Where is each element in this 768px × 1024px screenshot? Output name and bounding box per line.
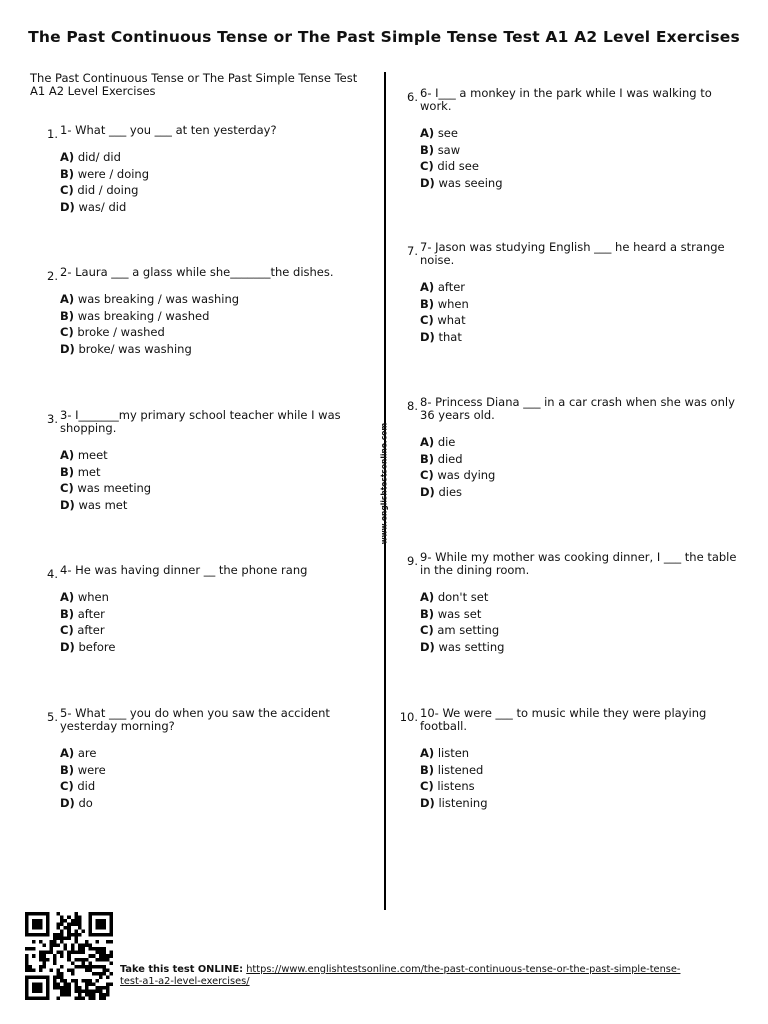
- option-text: was breaking / was washing: [77, 292, 240, 306]
- option-letter: C): [60, 183, 74, 197]
- option-text: died: [437, 451, 463, 466]
- option-letter: D): [420, 484, 435, 499]
- question-text: 1- What ___ you ___ at ten yesterday?: [60, 123, 277, 137]
- option-d[interactable]: [60, 795, 380, 812]
- option-b[interactable]: [60, 762, 380, 779]
- option-d[interactable]: [420, 175, 740, 192]
- option-letter: D): [60, 639, 75, 654]
- question-number: 1.: [47, 127, 58, 141]
- option-letter: D): [420, 175, 435, 190]
- option-b[interactable]: [420, 142, 740, 159]
- question-10: [399, 706, 740, 811]
- option-c[interactable]: [60, 622, 380, 639]
- option-c[interactable]: [420, 312, 740, 329]
- option-text: am setting: [437, 623, 500, 637]
- qr-code-icon[interactable]: [25, 912, 113, 1000]
- option-text: after: [77, 606, 105, 621]
- option-text: broke / washed: [77, 325, 165, 339]
- option-d[interactable]: [420, 639, 740, 656]
- option-a[interactable]: [420, 434, 740, 451]
- option-c[interactable]: [420, 158, 740, 175]
- option-letter: B): [420, 142, 435, 157]
- question-text: 9- While my mother was cooking dinner, I ___ the table in the dining room.: [420, 550, 737, 577]
- question-number: 3.: [47, 412, 58, 426]
- option-letter: D): [420, 329, 435, 344]
- option-a[interactable]: [60, 149, 380, 166]
- option-letter: A): [60, 590, 75, 604]
- option-d[interactable]: [60, 199, 380, 216]
- option-text: did / doing: [77, 183, 139, 197]
- option-text: was dying: [437, 468, 496, 482]
- option-letter: B): [60, 166, 75, 181]
- option-text: after: [437, 280, 466, 294]
- option-text: before: [78, 639, 116, 654]
- question-4: [47, 563, 380, 655]
- option-text: did/ did: [77, 150, 121, 164]
- question-number: 7.: [407, 244, 418, 258]
- option-d[interactable]: [420, 484, 740, 501]
- question-number: 10.: [399, 710, 418, 724]
- option-a[interactable]: [60, 447, 380, 464]
- option-letter: B): [60, 308, 75, 323]
- question-3: [47, 408, 380, 513]
- option-letter: D): [420, 639, 435, 654]
- option-letter: B): [60, 464, 75, 479]
- option-letter: C): [420, 313, 434, 327]
- question-6: [407, 86, 740, 191]
- option-text: saw: [437, 142, 461, 157]
- question-text: 5- What ___ you do when you saw the accident yesterday morning?: [60, 706, 330, 733]
- option-text: listened: [437, 762, 484, 777]
- option-c[interactable]: [60, 182, 380, 199]
- option-letter: C): [420, 159, 434, 173]
- option-text: was set: [437, 606, 482, 621]
- question-7: [407, 240, 740, 345]
- option-letter: A): [420, 746, 435, 760]
- option-b[interactable]: [60, 464, 380, 481]
- option-letter: A): [420, 590, 435, 604]
- option-letter: C): [60, 481, 74, 495]
- option-a[interactable]: [60, 589, 380, 606]
- option-text: were / doing: [77, 166, 150, 181]
- option-text: was setting: [438, 639, 505, 654]
- option-d[interactable]: [60, 497, 380, 514]
- option-letter: C): [60, 325, 74, 339]
- option-text: did see: [437, 159, 479, 173]
- option-letter: D): [420, 795, 435, 810]
- option-letter: A): [420, 126, 435, 140]
- option-letter: C): [60, 779, 74, 793]
- option-c[interactable]: [60, 480, 380, 497]
- option-text: listens: [437, 779, 475, 793]
- option-d[interactable]: [420, 329, 740, 346]
- question-text: 6- I___ a monkey in the park while I was walking to work.: [420, 86, 712, 113]
- option-letter: A): [60, 448, 75, 462]
- question-number: 8.: [407, 399, 418, 413]
- page-title: The Past Continuous Tense or The Past Simple Tense Test A1 A2 Level Exercises: [28, 28, 740, 46]
- option-d[interactable]: [60, 341, 380, 358]
- option-letter: D): [60, 795, 75, 810]
- option-d[interactable]: [60, 639, 380, 656]
- intro-text: The Past Continuous Tense or The Past Simple Tense Test A1 A2 Level Exercises: [30, 71, 358, 98]
- question-number: 9.: [407, 554, 418, 568]
- side-watermark-text: www.englishtestsonline.com: [379, 422, 389, 545]
- option-text: when: [437, 296, 469, 311]
- option-text: listening: [438, 795, 488, 810]
- option-letter: A): [420, 280, 435, 294]
- option-letter: A): [60, 746, 75, 760]
- question-number: 6.: [407, 90, 418, 104]
- option-text: met: [77, 464, 101, 479]
- option-text: what: [437, 313, 466, 327]
- option-text: did: [77, 779, 96, 793]
- option-letter: B): [420, 762, 435, 777]
- option-letter: B): [60, 606, 75, 621]
- question-9: [407, 550, 740, 655]
- option-b[interactable]: [420, 762, 740, 779]
- option-letter: A): [60, 292, 75, 306]
- question-text: 10- We were ___ to music while they were playing football.: [420, 706, 707, 733]
- question-2: [47, 265, 380, 357]
- option-d[interactable]: [420, 795, 740, 812]
- question-number: 4.: [47, 567, 58, 581]
- footer: [120, 964, 690, 988]
- option-c[interactable]: [420, 467, 740, 484]
- option-text: meet: [77, 448, 108, 462]
- option-text: listen: [437, 746, 470, 760]
- option-text: see: [437, 126, 458, 140]
- option-a[interactable]: [420, 745, 740, 762]
- question-text: 8- Princess Diana ___ in a car crash when she was only 36 years old.: [420, 395, 735, 422]
- option-letter: C): [60, 623, 74, 637]
- option-a[interactable]: [420, 279, 740, 296]
- option-text: don't set: [437, 590, 489, 604]
- option-text: was seeing: [438, 175, 503, 190]
- question-number: 2.: [47, 269, 58, 283]
- question-text: 2- Laura ___ a glass while she_______the dishes.: [60, 265, 334, 279]
- footer-label: Take this test ONLINE:: [120, 964, 244, 975]
- option-letter: C): [420, 779, 434, 793]
- option-b[interactable]: [420, 451, 740, 468]
- option-letter: D): [60, 497, 75, 512]
- option-text: are: [77, 746, 97, 760]
- option-letter: A): [60, 150, 75, 164]
- option-letter: D): [60, 341, 75, 356]
- option-a[interactable]: [60, 291, 380, 308]
- option-b[interactable]: [60, 166, 380, 183]
- question-number: 5.: [47, 710, 58, 724]
- option-letter: C): [420, 468, 434, 482]
- question-8: [407, 395, 740, 500]
- option-text: do: [78, 795, 93, 810]
- option-b[interactable]: [420, 296, 740, 313]
- option-text: after: [77, 623, 105, 637]
- option-b[interactable]: [60, 308, 380, 325]
- option-text: that: [438, 329, 462, 344]
- option-text: broke/ was washing: [78, 341, 192, 356]
- option-b[interactable]: [60, 606, 380, 623]
- option-letter: A): [420, 435, 435, 449]
- option-letter: B): [420, 606, 435, 621]
- question-text: 4- He was having dinner __ the phone rang: [60, 563, 308, 577]
- option-letter: D): [60, 199, 75, 214]
- question-text: 7- Jason was studying English ___ he heard a strange noise.: [420, 240, 725, 267]
- test-online-link[interactable]: https://www.englishtestsonline.com/the-past-continuous-tense-or-the-past-simple-tense-test-a1-a2-level-exercises/: [120, 964, 681, 987]
- option-letter: B): [420, 296, 435, 311]
- option-text: was breaking / washed: [77, 308, 210, 323]
- option-text: dies: [438, 484, 463, 499]
- question-1: [47, 123, 380, 215]
- option-a[interactable]: [420, 589, 740, 606]
- option-text: was met: [78, 497, 128, 512]
- option-c[interactable]: [60, 778, 380, 795]
- option-text: was/ did: [78, 199, 127, 214]
- option-text: were: [77, 762, 106, 777]
- option-text: die: [437, 435, 456, 449]
- option-c[interactable]: [420, 622, 740, 639]
- option-a[interactable]: [60, 745, 380, 762]
- question-5: [47, 706, 380, 811]
- option-c[interactable]: [60, 324, 380, 341]
- option-text: when: [77, 590, 109, 604]
- option-c[interactable]: [420, 778, 740, 795]
- option-letter: B): [60, 762, 75, 777]
- option-letter: C): [420, 623, 434, 637]
- option-letter: B): [420, 451, 435, 466]
- option-b[interactable]: [420, 606, 740, 623]
- option-a[interactable]: [420, 125, 740, 142]
- question-text: 3- I_______my primary school teacher while I was shopping.: [60, 408, 341, 435]
- option-text: was meeting: [77, 481, 152, 495]
